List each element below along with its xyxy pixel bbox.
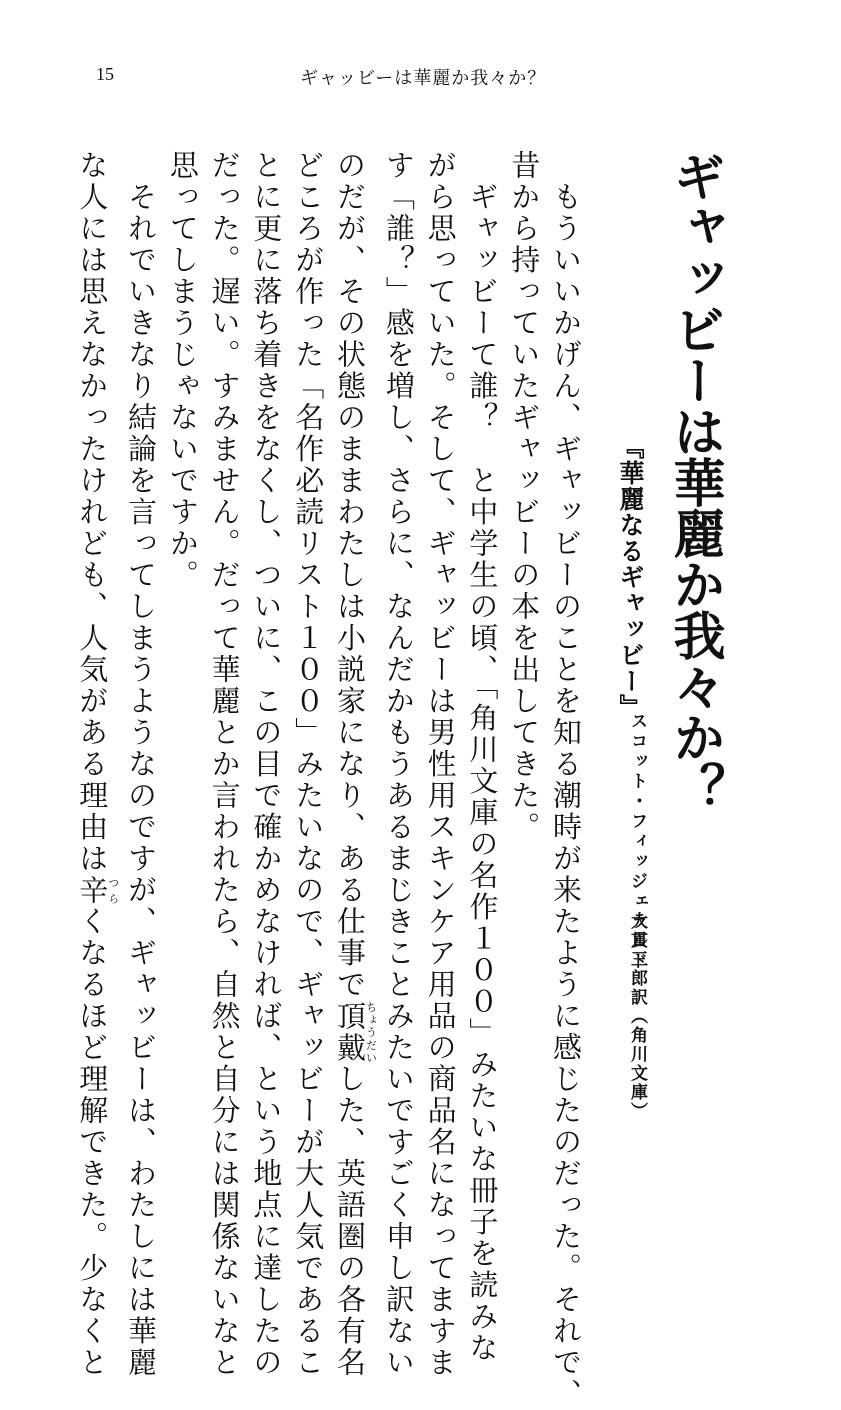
body-line: それでいきなり結論を言ってしまうようなのですが、ギャッビーは、わたしには華麗 xyxy=(124,150,159,1379)
page-number: 15 xyxy=(96,64,114,84)
book-title: 『華麗なるギャッビー』 xyxy=(616,434,645,720)
body-line: もういいかげん、ギャッビーのことを知る潮時が来たように感じたのだった。それで、 xyxy=(549,150,583,1410)
body-line: がら思っていた。そして、ギャッビーは男性用スキンケア用品の商品名になってますま xyxy=(423,150,458,1379)
body-line: どころが作った「名作必読リスト１００」みたいなので、ギャッビーが大人気であるこ xyxy=(291,150,326,1379)
furigana: 頂戴ちょうだい xyxy=(333,1000,378,1064)
running-title: ギャッビーは華麗か我々か？ xyxy=(300,68,547,89)
body-text xyxy=(75,150,586,1410)
body-line: とに更に落ち着きをなくし、ついに、この目で確かめなければ、という地点に達したの xyxy=(249,150,284,1379)
body-line: 昔から持っていたギャッビーの本を出してきた。 xyxy=(507,150,542,843)
body-line: だった。遅い。すみません。だって華麗とか言われたら、自然と自分には関係ないなと xyxy=(207,150,242,1379)
body-line: な人には思えなかったけれども、人気がある理由は辛つらくなるほど理解できた。少なくと xyxy=(75,150,120,1379)
author-name: スコット・フィッジェラルド xyxy=(627,712,647,972)
body-line: のだが、その状態のままわたしは小説家になり、ある仕事で頂戴ちょうだいした、英語圏の各有名 xyxy=(333,150,378,1379)
furigana: 辛つら xyxy=(75,874,120,906)
body-line: す「誰？」感を増し、さらに、なんだかもうあるまじきことみたいですごく申し訳ない xyxy=(381,150,416,1379)
body-line: ギャッビーて誰？ と中学生の頃、「角川文庫の名作１００」みたいな冊子を読みな xyxy=(465,150,500,1364)
body-line: 思ってしまうじゃないですか。 xyxy=(165,150,200,591)
translator-credit: 大貫三郎訳（角川文庫） xyxy=(627,912,647,1121)
article-title: ギャッビーは華麗か我々か？ xyxy=(664,150,724,813)
